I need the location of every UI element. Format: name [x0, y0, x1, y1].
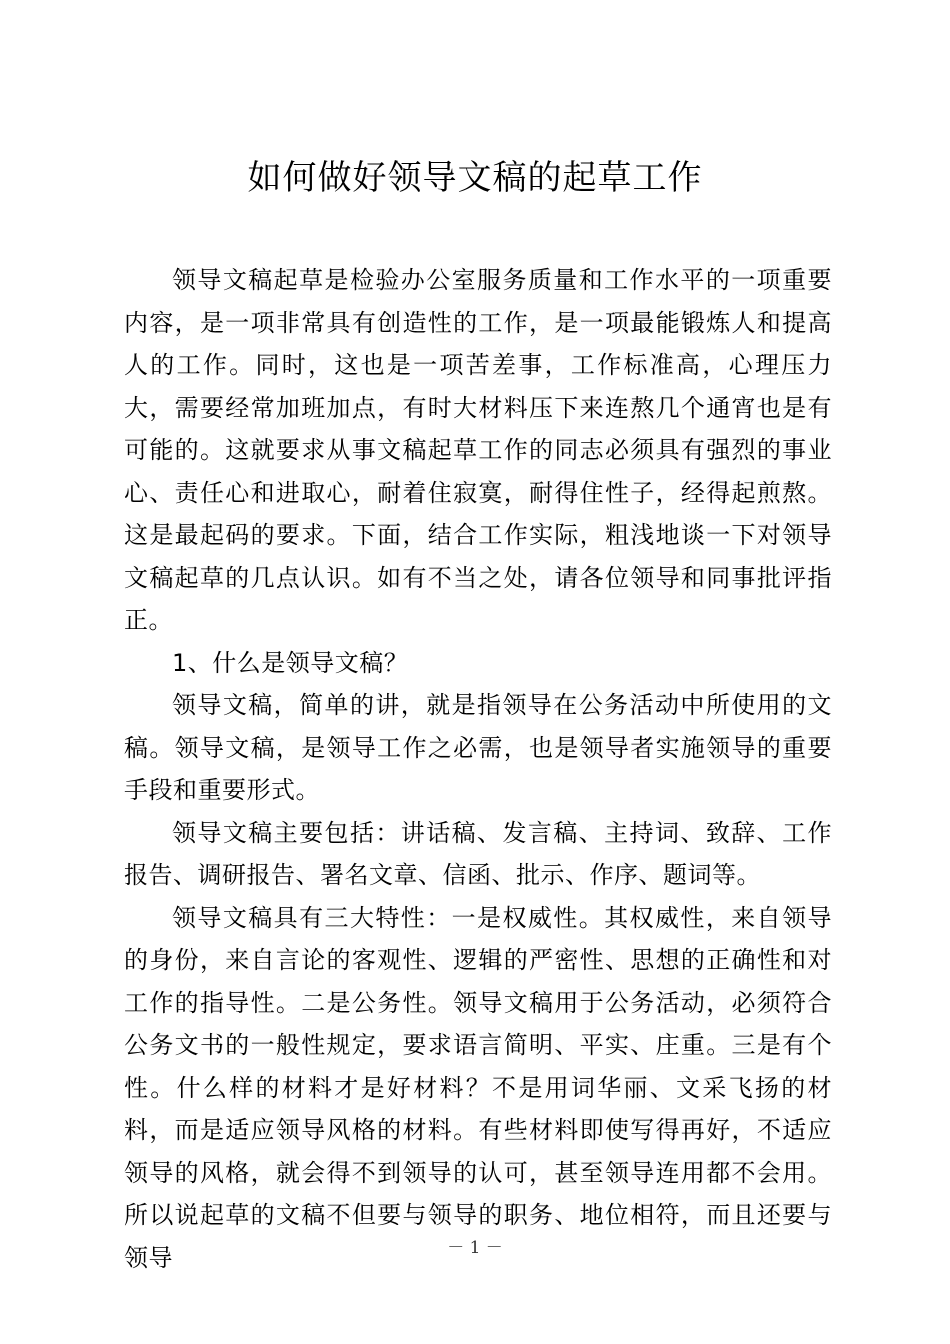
types-paragraph: 领导文稿主要包括：讲话稿、发言稿、主持词、致辞、工作报告、调研报告、署名文章、信函、批示、作序、题词等。: [124, 818, 832, 889]
characteristics-paragraph: 领导文稿具有三大特性：一是权威性。其权威性，来自领导的身份，来自言论的客观性、逻辑的严密性、思想的正确性和对工作的指导性。二是公务性。领导文稿用于公务活动，必须符合公务文书的一般性规定，要求语言简明、平实、庄重。三是有个性。什么样的材料才是好材料？不是用词华丽、文采飞扬的材料，而是适应领导风格的材料。有些材料即使写得再好，不适应领导的风格，就会得不到领导的认可，甚至领导连用都不会用。所以说起草的文稿不但要与领导的职务、地位相符，而且还要与领导: [124, 903, 832, 1272]
intro-paragraph: 领导文稿起草是检验办公室服务质量和工作水平的一项重要内容，是一项非常具有创造性的工作，是一项最能锻炼人和提高人的工作。同时，这也是一项苦差事，工作标准高，心理压力大，需要经常加班加点，有时大材料压下来连熬几个通宵也是有可能的。这就要求从事文稿起草工作的同志必须具有强烈的事业心、责任心和进取心，耐着住寂寞，耐得住性子，经得起煎熬。这是最起码的要求。下面，结合工作实际，粗浅地谈一下对领导文稿起草的几点认识。如有不当之处，请各位领导和同事批评指正。: [124, 266, 832, 634]
definition-paragraph: 领导文稿，简单的讲，就是指领导在公务活动中所使用的文稿。领导文稿，是领导工作之必需，也是领导者实施领导的重要手段和重要形式。: [124, 691, 832, 804]
page-number: － 1 －: [447, 1238, 503, 1258]
document-title: 如何做好领导文稿的起草工作: [247, 158, 703, 198]
document-body: [124, 259, 832, 1279]
section-heading: 1、什么是领导文稿？: [172, 648, 409, 677]
